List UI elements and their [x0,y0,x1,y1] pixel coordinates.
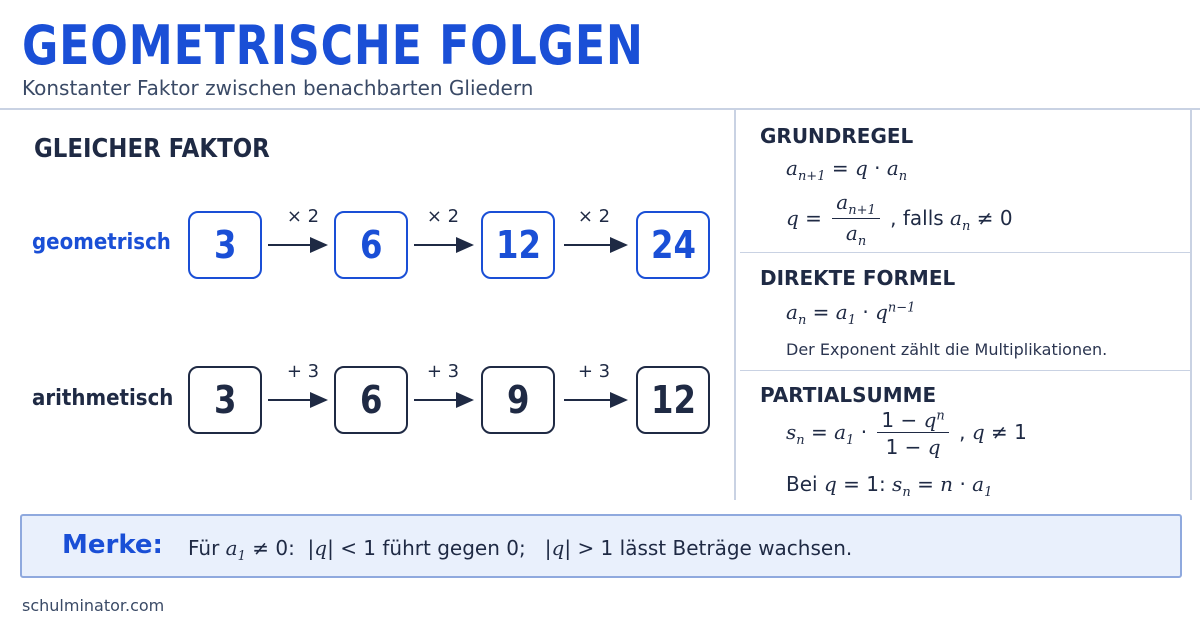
ari-op-label: + 3 [577,361,611,382]
direkte-formel-note: Der Exponent zählt die Multiplikationen. [786,340,1108,359]
ari-term-box: 12 [636,366,710,434]
geo-term-box: 12 [481,211,555,279]
ari-term-box: 3 [188,366,262,434]
page-title: GEOMETRISCHE FOLGEN [22,14,644,77]
ari-op-label: + 3 [286,361,320,382]
geometric-row-label: geometrisch [32,230,171,255]
merke-label: Merke: [62,530,163,560]
partialsumme-heading: PARTIALSUMME [760,383,937,407]
partial-sum-special-case: Bei q = 1: $s_n = n \cdot a_1$ [786,472,993,500]
ari-term-box: 9 [481,366,555,434]
arithmetic-row-label: arithmetisch [32,386,174,411]
merke-text: Für $a_1 \ne 0$: |q| < 1 führt gegen 0; |q| > 1 lässt Beträge wachsen. [188,536,853,564]
grundregel-heading: GRUNDREGEL [760,124,914,148]
page-subtitle: Konstanter Faktor zwischen benachbarten Gliedern [22,76,534,100]
recursion-formula: $a_{n+1} = q \cdot a_n$ [786,156,908,184]
geo-term-box: 6 [334,211,408,279]
footer-source: schulminator.com [22,596,165,615]
quotient-formula: q = $\frac{a_{n+1}}{a_n}$ , falls $a_n \ne 0$ [786,190,1013,249]
geo-op-label: × 2 [286,206,320,227]
ari-op-label: + 3 [426,361,460,382]
merke-box [20,514,1182,578]
geo-op-label: × 2 [426,206,460,227]
partial-sum-formula: $s_n = a_1$ · $\frac{1 - q^n}{1 - q}$ , q ≠ 1 [786,408,1027,459]
direkte-formel-heading: DIREKTE FORMEL [760,266,956,290]
ari-term-box: 6 [334,366,408,434]
left-panel-heading: GLEICHER FAKTOR [34,134,270,164]
falls-label: falls [902,206,944,230]
geo-term-box: 24 [636,211,710,279]
explicit-formula: $a_n = a_1 \cdot q^{n-1}$ [786,300,916,328]
geo-term-box: 3 [188,211,262,279]
geo-op-label: × 2 [577,206,611,227]
